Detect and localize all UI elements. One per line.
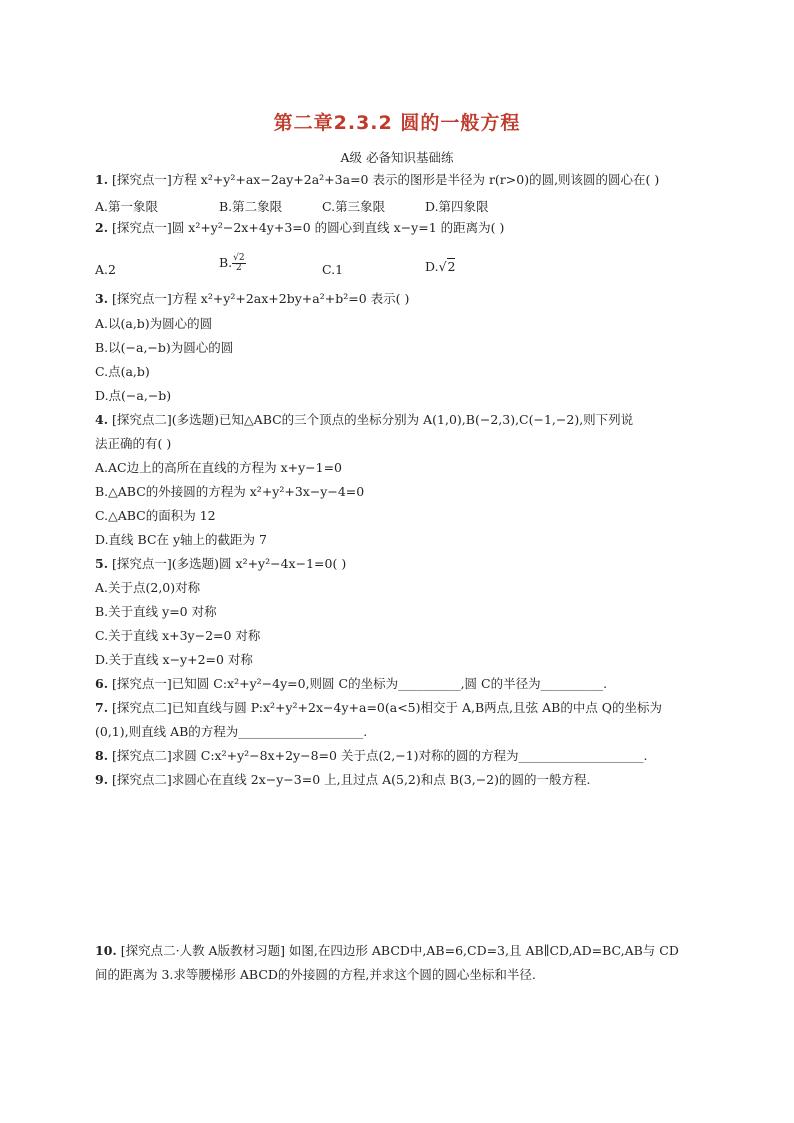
question-4 [95,412,633,428]
option-c: C.关于直线 x+3y−2=0 对称 [95,628,261,643]
option-b [219,254,246,273]
option-b: B.关于直线 y=0 对称 [95,604,217,619]
option-a: A.AC边上的高所在直线的方程为 x+y−1=0 [95,460,343,475]
section-subtitle: A级 必备知识基础练 [340,150,454,165]
option-a: A.以(a,b)为圆心的圆 [95,316,213,331]
option-a: A.关于点(2,0)对称 [95,580,201,595]
option-c: C.△ABC的面积为 12 [95,508,216,523]
page-title: 第二章2.3.2 圆的一般方程 [273,112,521,134]
question-text: [探究点二]求圆心在直线 2x−y−3=0 上,且过点 A(5,2)和点 B(3,−2)的圆的一般方程. [112,772,591,787]
question-5 [95,556,346,572]
question-number: 9. [95,772,109,787]
question-number: 10. [95,943,117,958]
question-2 [95,220,504,236]
question-text: [探究点一]方程 x²+y²+ax−2ay+2a²+3a=0 表示的图形是半径为 r(r>0)的圆,则该圆的圆心在( ) [112,172,660,187]
option-b: B.以(−a,−b)为圆心的圆 [95,340,234,355]
option-a: A.第一象限 [95,199,159,214]
question-9 [95,772,590,788]
option-b-label: B. [219,255,233,270]
question-number: 8. [95,748,109,763]
question-text-line1: [探究点二·人教 A版教材习题] 如图,在四边形 ABCD中,AB=6,CD=3,且 AB∥CD,AD=BC,AB与 CD [120,943,679,958]
question-number: 6. [95,676,109,691]
option-d: D.点(−a,−b) [95,388,172,403]
question-text-line2: 间的距离为 3.求等腰梯形 ABCD的外接圆的方程,并求这个圆的圆心坐标和半径. [95,967,536,982]
question-text-line1: [探究点二]已知直线与圆 P:x²+y²+2x−4y+a=0(a<5)相交于 A,B两点,且弦 AB的中点 Q的坐标为 [112,700,663,715]
question-3 [95,291,409,307]
question-text: [探究点二]求圆 C:x²+y²−8x+2y−8=0 关于点(2,−1)对称的圆的方程为____________________. [112,748,648,763]
option-b: B.第二象限 [219,199,283,214]
question-10 [95,943,679,959]
question-text: [探究点一]圆 x²+y²−2x+4y+3=0 的圆心到直线 x−y=1 的距离为( ) [112,220,505,235]
question-7 [95,700,662,716]
question-text-line2: 法正确的有( ) [95,436,172,451]
option-c: C.第三象限 [322,199,386,214]
option-d-label: D. [425,259,439,274]
option-d [425,259,455,274]
denominator: 2 [236,263,242,273]
fraction [232,254,245,273]
option-d: D.第四象限 [425,199,489,214]
radicand: 2 [447,259,456,274]
numerator: √2 [233,253,245,263]
option-d: D.关于直线 x−y+2=0 对称 [95,652,253,667]
question-number: 1. [95,172,109,187]
question-number: 4. [95,412,109,427]
question-text: [探究点一]方程 x²+y²+2ax+2by+a²+b²=0 表示( ) [112,291,410,306]
sqrt-sign: √ [438,259,447,274]
question-number: 5. [95,556,109,571]
question-1 [95,172,659,188]
question-text: [探究点一](多选题)圆 x²+y²−4x−1=0( ) [112,556,347,571]
question-number: 3. [95,291,109,306]
question-8 [95,748,648,764]
option-d: D.直线 BC在 y轴上的截距为 7 [95,532,267,547]
question-number: 2. [95,220,109,235]
option-c: C.点(a,b) [95,364,150,379]
question-text: [探究点一]已知圆 C:x²+y²−4y=0,则圆 C的坐标为__________,圆 C的半径为__________. [112,676,608,691]
option-a: A.2 [95,262,116,277]
question-text-line1: [探究点二](多选题)已知△ABC的三个顶点的坐标分别为 A(1,0),B(−2,3),C(−1,−2),则下列说 [112,412,634,427]
question-text-line2: (0,1),则直线 AB的方程为____________________. [95,724,368,739]
question-number: 7. [95,700,109,715]
option-c: C.1 [322,262,344,277]
question-6 [95,676,607,692]
option-b: B.△ABC的外接圆的方程为 x²+y²+3x−y−4=0 [95,484,365,499]
